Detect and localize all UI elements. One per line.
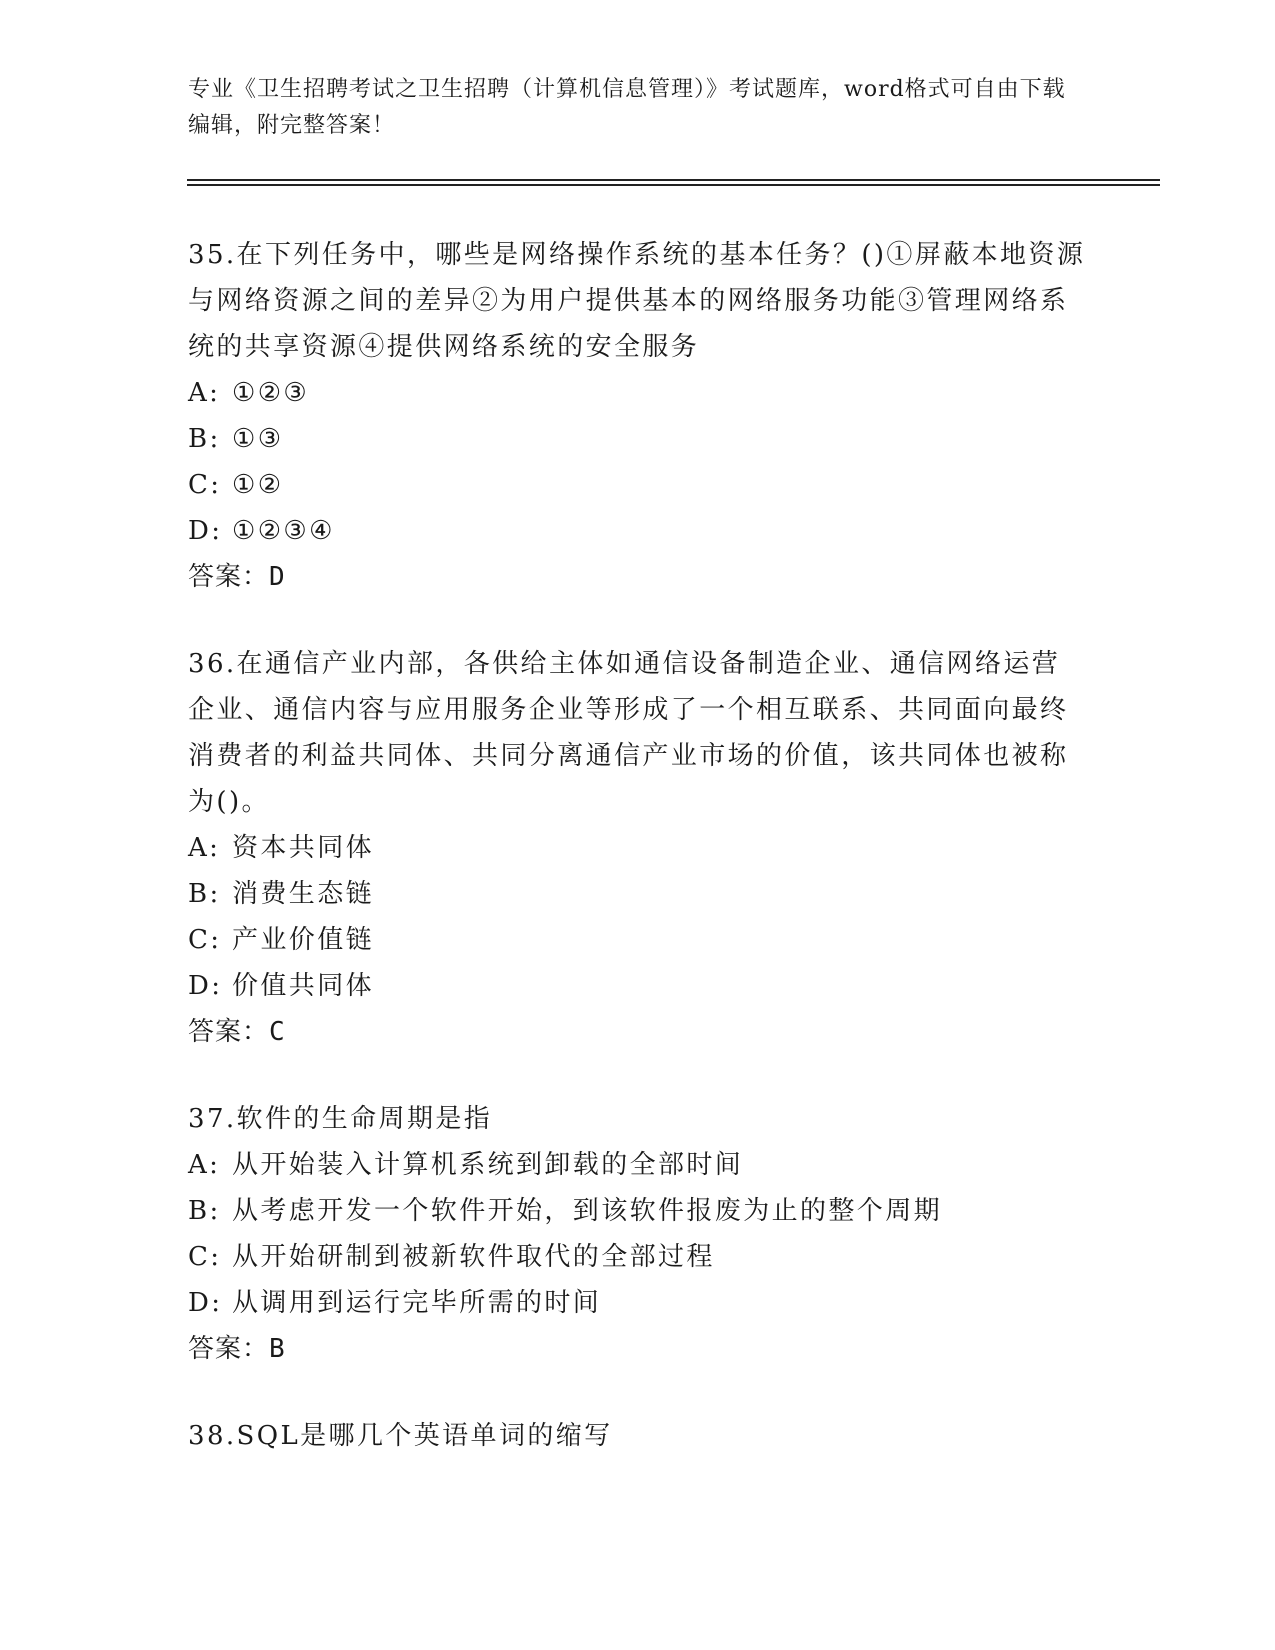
- question-35: [188, 232, 1088, 600]
- option-d: [188, 963, 1088, 1009]
- option-text: 消费生态链: [232, 879, 375, 909]
- option-label: A:: [188, 833, 221, 863]
- answer-label: 答案：: [188, 1334, 270, 1364]
- option-d: [188, 508, 1088, 554]
- option-text: 从开始装入计算机系统到卸载的全部时间: [232, 1150, 744, 1180]
- option-text: 从调用到运行完毕所需的时间: [232, 1288, 602, 1318]
- option-text: ①②③: [232, 378, 310, 408]
- option-text: ①②③④: [232, 516, 335, 546]
- question-stem: 36.在通信产业内部，各供给主体如通信设备制造企业、通信网络运营企业、通信内容与应用服务企业等形成了一个相互联系、共同面向最终消费者的利益共同体、共同分离通信产业市场的价值，该共同体也被称为()。: [188, 649, 1069, 817]
- option-c: [188, 462, 1088, 508]
- option-text: 从开始研制到被新软件取代的全部过程: [232, 1242, 715, 1272]
- option-label: B:: [188, 424, 221, 454]
- option-d: [188, 1280, 1088, 1326]
- option-label: A:: [188, 378, 221, 408]
- answer-value: D: [269, 562, 285, 592]
- option-c: [188, 1234, 1088, 1280]
- option-label: C:: [188, 1242, 222, 1272]
- option-b: [188, 416, 1088, 462]
- question-38: [188, 1413, 1088, 1459]
- question-list: [188, 232, 1088, 1500]
- header-rule-top: [187, 179, 1160, 181]
- answer-label: 答案：: [188, 1017, 270, 1047]
- option-c: [188, 917, 1088, 963]
- option-label: B:: [188, 1196, 221, 1226]
- option-label: A:: [188, 1150, 221, 1180]
- option-label: C:: [188, 925, 222, 955]
- answer-value: C: [269, 1017, 285, 1047]
- option-a: [188, 825, 1088, 871]
- option-text: 从考虑开发一个软件开始，到该软件报废为止的整个周期: [232, 1196, 943, 1226]
- option-b: [188, 1188, 1088, 1234]
- option-b: [188, 871, 1088, 917]
- option-label: D:: [188, 971, 223, 1001]
- question-stem: 38.SQL是哪几个英语单词的缩写: [188, 1421, 613, 1451]
- question-36: [188, 641, 1088, 1055]
- answer-value: B: [269, 1334, 285, 1364]
- question-37: [188, 1096, 1088, 1372]
- answer-line: [188, 1009, 1088, 1055]
- answer-label: 答案：: [188, 562, 270, 592]
- option-text: 产业价值链: [232, 925, 375, 955]
- question-stem: 35.在下列任务中，哪些是网络操作系统的基本任务？()①屏蔽本地资源与网络资源之间的差异②为用户提供基本的网络服务功能③管理网络系统的共享资源④提供网络系统的安全服务: [188, 240, 1086, 362]
- option-text: ①②: [232, 470, 284, 500]
- answer-line: [188, 1326, 1088, 1372]
- option-label: D:: [188, 1288, 223, 1318]
- header-text: 专业《卫生招聘考试之卫生招聘（计算机信息管理）》考试题库，word格式可自由下载编辑，附完整答案！: [188, 77, 1066, 138]
- answer-line: [188, 554, 1088, 600]
- option-label: C:: [188, 470, 222, 500]
- option-label: D:: [188, 516, 223, 546]
- document-header: [188, 72, 1078, 144]
- option-label: B:: [188, 879, 221, 909]
- header-rule-bottom: [187, 184, 1160, 186]
- option-a: [188, 370, 1088, 416]
- option-text: ①③: [232, 424, 284, 454]
- option-a: [188, 1142, 1088, 1188]
- question-stem: 37.软件的生命周期是指: [188, 1104, 493, 1134]
- option-text: 资本共同体: [232, 833, 375, 863]
- option-text: 价值共同体: [232, 971, 375, 1001]
